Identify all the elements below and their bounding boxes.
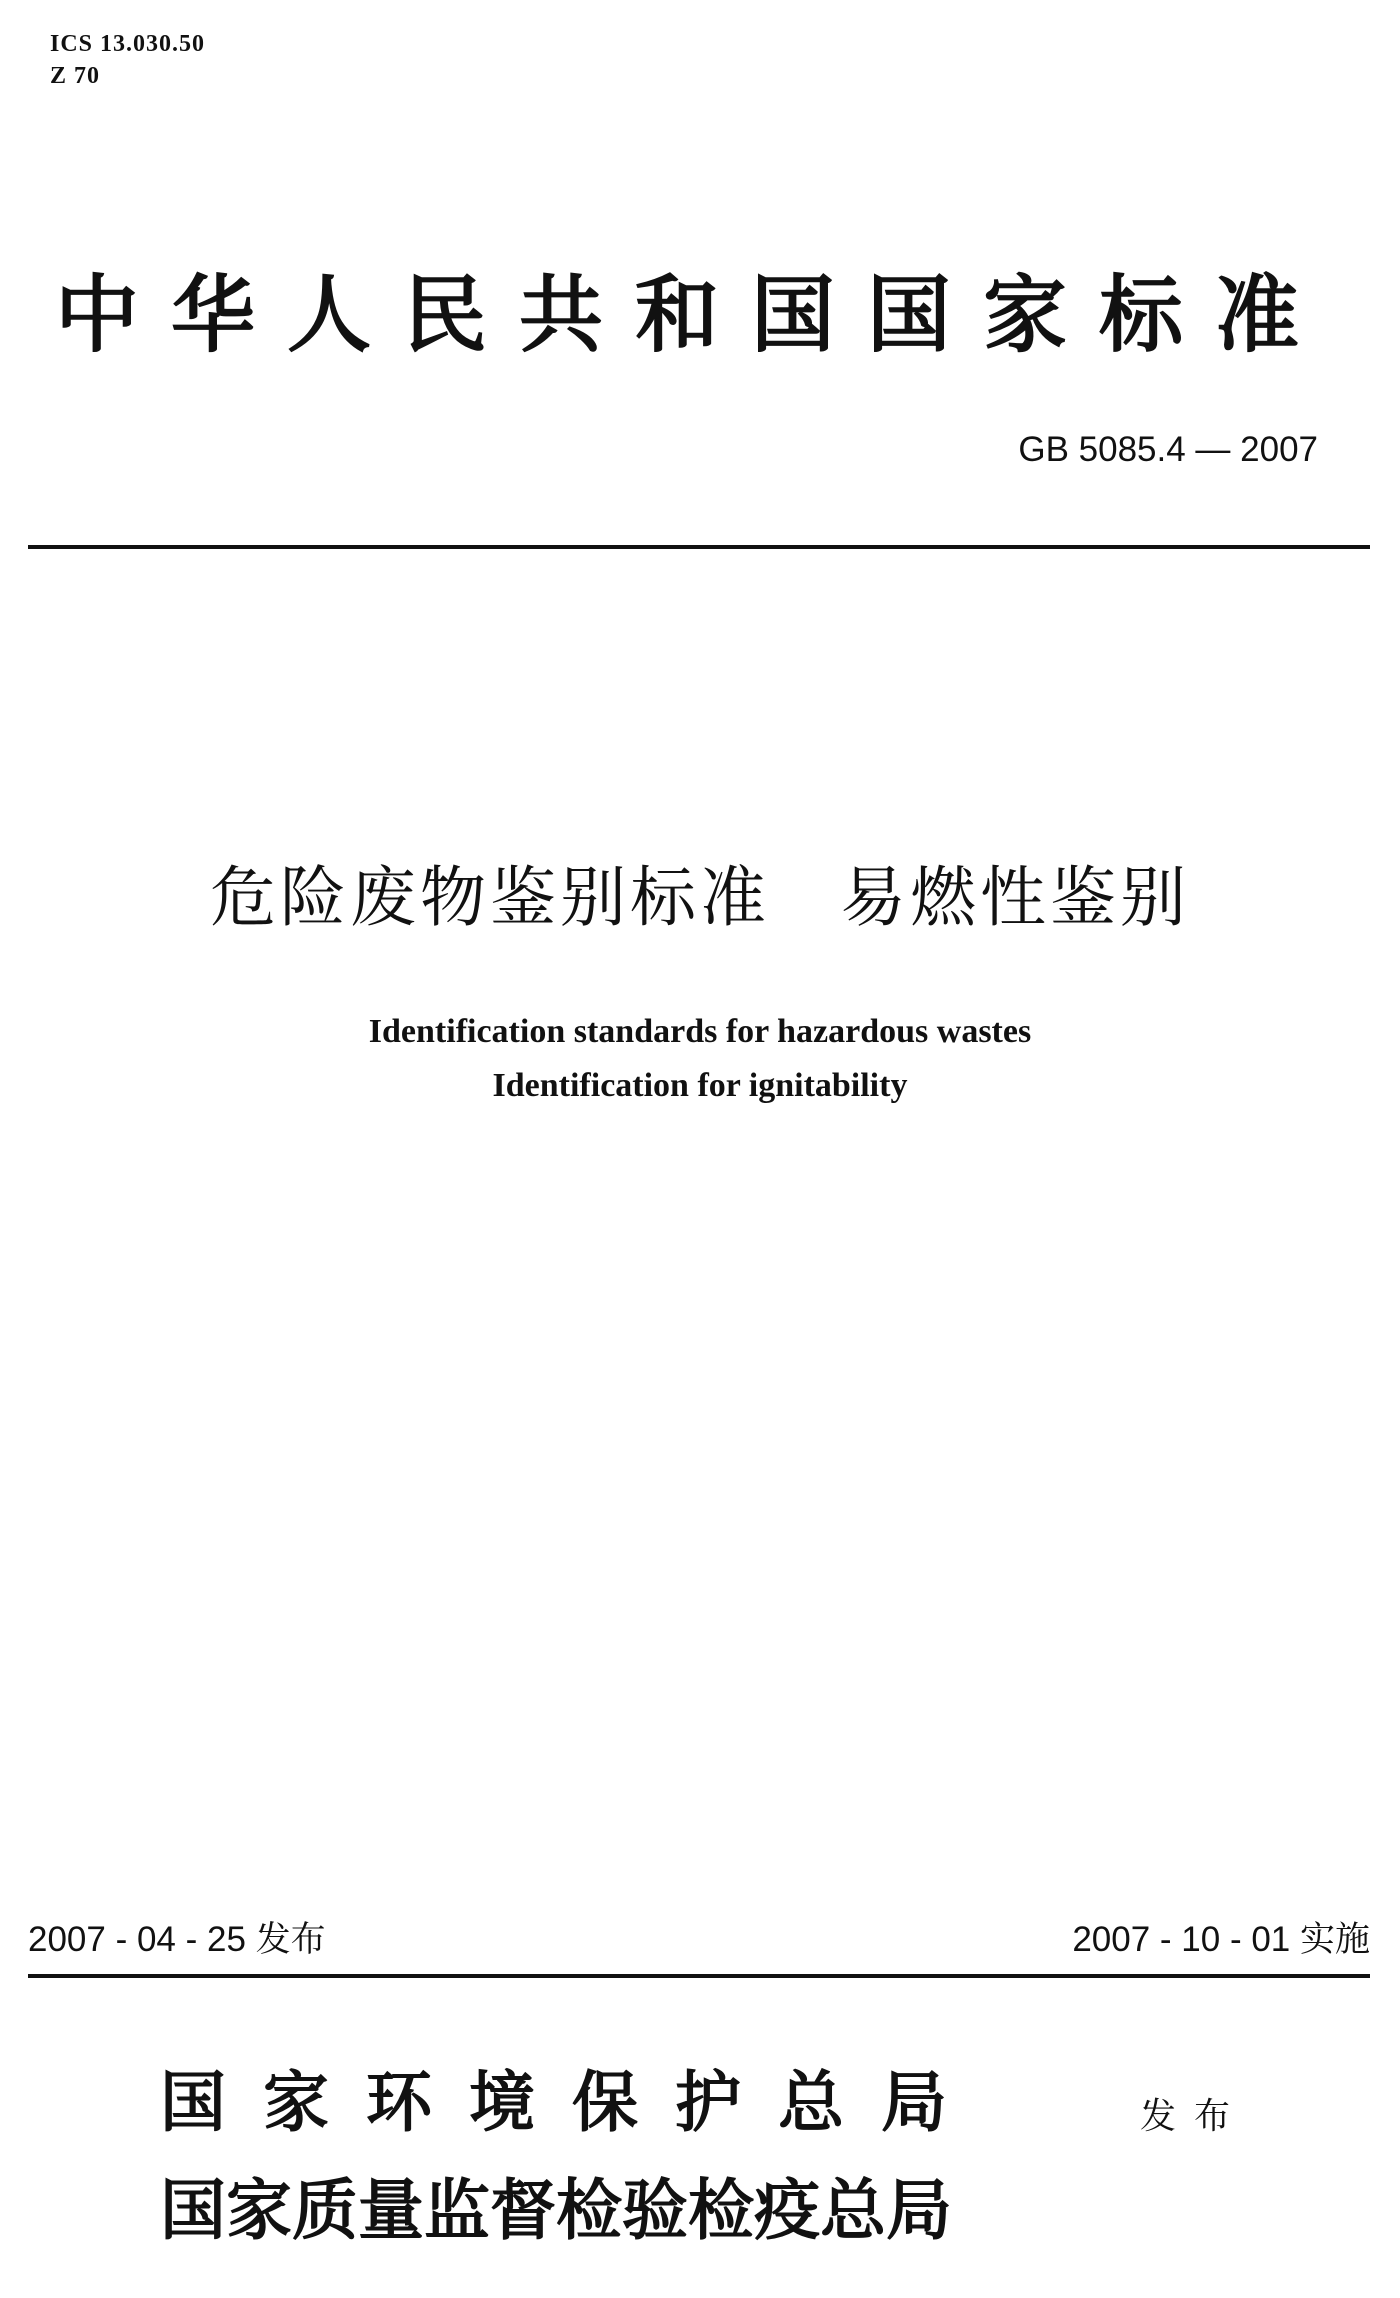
english-title-line-1: Identification standards for hazardous wastes: [368, 1013, 1032, 1050]
ics-code: ICS 13.030.50: [50, 31, 206, 57]
publisher-line-2: 国家质量监督检验检疫总局: [160, 2171, 952, 2249]
english-title-line-2: Identification for ignitability: [492, 1067, 908, 1104]
publish-label: 发布: [1140, 2096, 1249, 2137]
national-standard-heading: 中华人民共和国国家标准: [55, 265, 1332, 364]
implementation-date: 2007 - 10 - 01 实施: [1072, 1920, 1370, 1959]
ics-classification-block: [50, 28, 205, 92]
classification-code: Z 70: [50, 63, 101, 89]
top-divider: [28, 545, 1370, 549]
publishers-block: [160, 2048, 984, 2264]
standard-number: GB 5085.4 — 2007: [1018, 430, 1318, 469]
chinese-title: 危险废物鉴别标准 易燃性鉴别: [210, 859, 1190, 936]
bottom-divider: [28, 1974, 1370, 1978]
publisher-line-1: 国家环境保护总局: [160, 2063, 984, 2141]
english-title: [0, 1005, 1400, 1113]
issue-date: 2007 - 04 - 25 发布: [28, 1920, 326, 1959]
